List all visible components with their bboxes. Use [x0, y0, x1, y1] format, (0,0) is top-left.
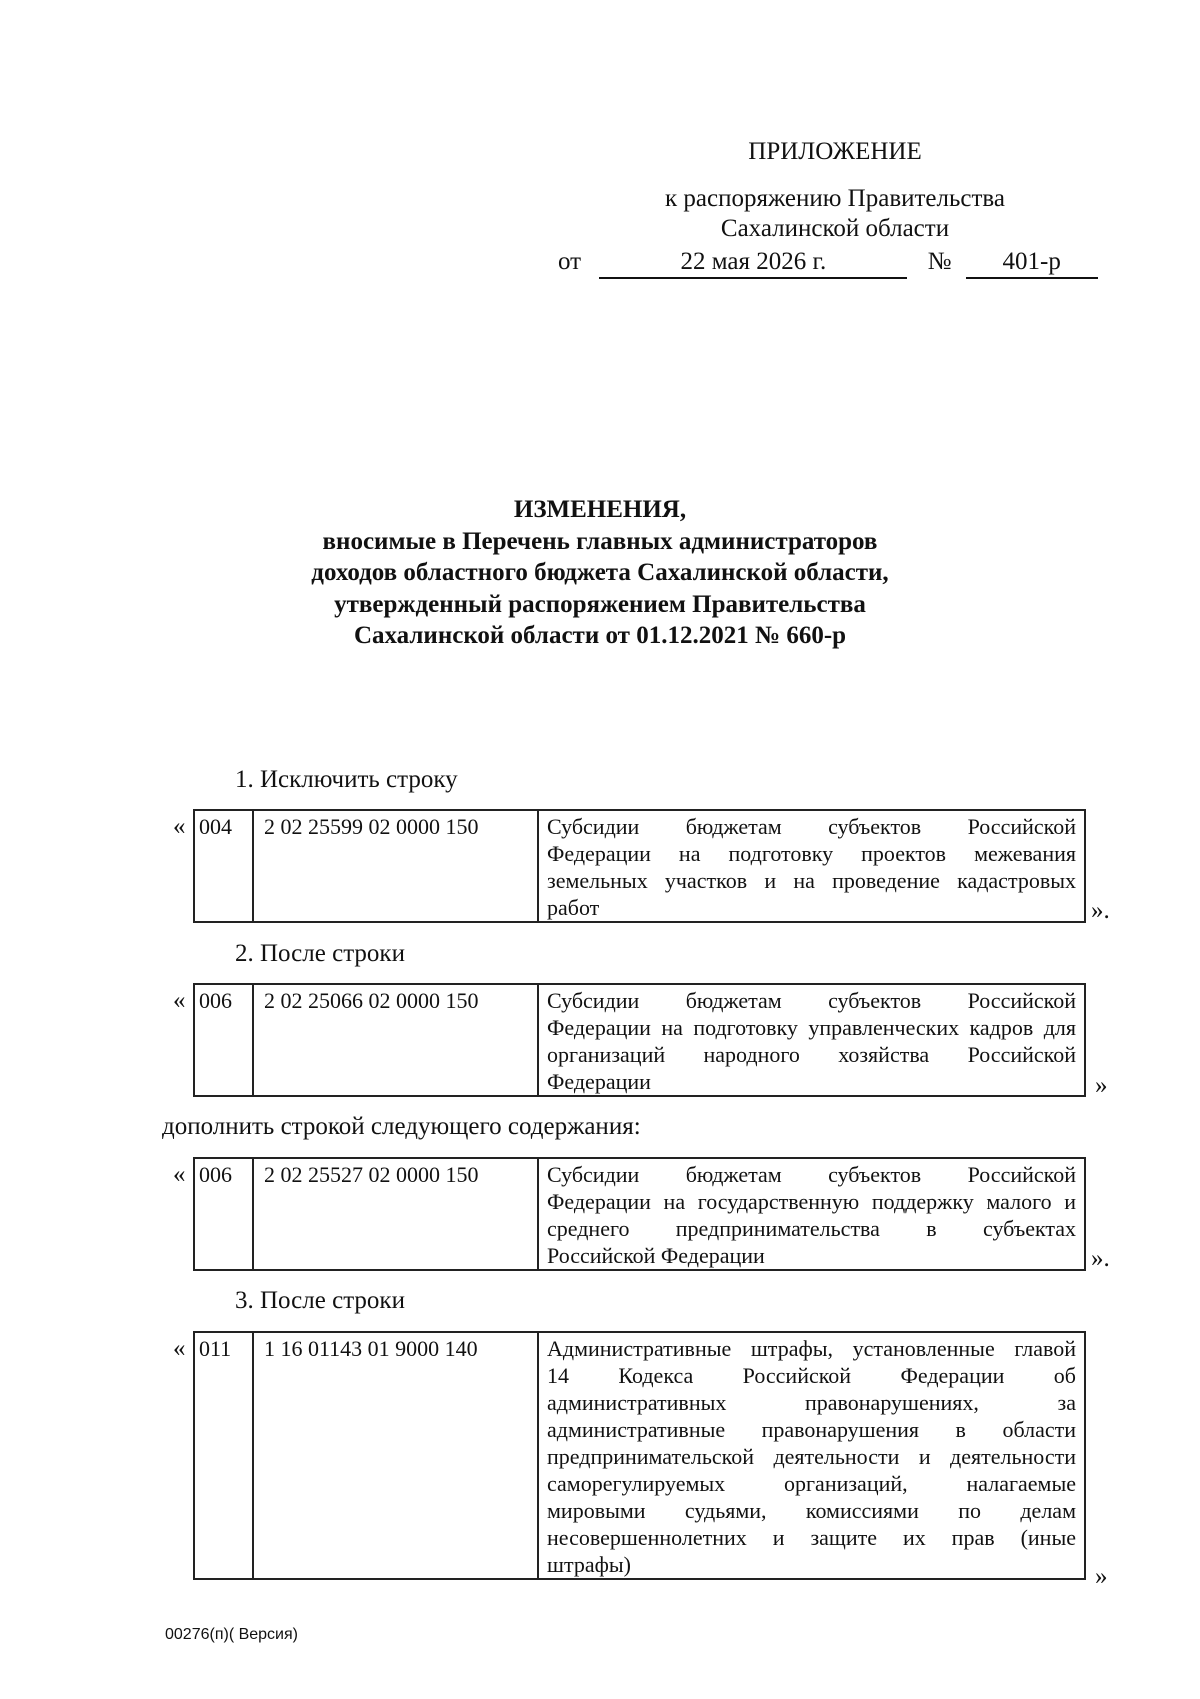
- open-quote-1: «: [173, 813, 186, 840]
- admin-code: 004: [194, 810, 253, 922]
- admin-code: 006: [194, 1158, 253, 1270]
- desc-line: 14 Кодекса Российской Федерации об: [547, 1363, 1076, 1388]
- order-number: 401-р: [966, 247, 1098, 279]
- admin-code: 011: [194, 1332, 253, 1579]
- number-label: №: [927, 248, 952, 275]
- desc-line: организаций народного хозяйства Российской: [547, 1042, 1076, 1067]
- desc-line: саморегулируемых организаций, налагаемые: [547, 1471, 1076, 1496]
- desc-line: Федерации на подготовку управленческих кадров для: [547, 1015, 1076, 1040]
- desc-line: Субсидии бюджетам субъектов Российской: [547, 1162, 1076, 1187]
- title-line-4: утвержденный распоряжением Правительства: [334, 590, 866, 618]
- section-1-heading: 1. Исключить строку: [235, 766, 458, 793]
- revenue-description: [538, 1158, 1085, 1270]
- desc-line: Субсидии бюджетам субъектов Российской: [547, 988, 1076, 1013]
- table-row-1: [193, 809, 1086, 923]
- desc-line: административные правонарушения в области: [547, 1417, 1076, 1442]
- appendix-line-2: Сахалинской области: [720, 215, 950, 242]
- revenue-description: [538, 1332, 1085, 1579]
- add-row-instruction: дополнить строкой следующего содержания:: [162, 1113, 641, 1140]
- desc-line: Административные штрафы, установленные главой: [547, 1336, 1076, 1361]
- order-date: 22 мая 2026 г.: [599, 247, 907, 279]
- desc-line: Федерации на государственную поддержку малого и: [547, 1189, 1076, 1214]
- revenue-description: [538, 984, 1085, 1096]
- appendix-heading: ПРИЛОЖЕНИЕ: [748, 138, 922, 165]
- open-quote-4: «: [173, 1335, 186, 1362]
- admin-code: 006: [194, 984, 253, 1096]
- close-quote-3: ».: [1091, 1245, 1110, 1272]
- table-row-4: [193, 1331, 1086, 1580]
- title-line-2: вносимые в Перечень главных администраторов: [322, 527, 878, 555]
- title-line-1: ИЗМЕНЕНИЯ,: [513, 496, 687, 523]
- revenue-code: 2 02 25527 02 0000 150: [253, 1158, 538, 1270]
- desc-line: административных правонарушениях, за: [547, 1390, 1076, 1415]
- table-row-3: [193, 1157, 1086, 1271]
- desc-line: штрафы): [547, 1552, 631, 1577]
- from-label: от: [558, 248, 582, 275]
- revenue-code: 2 02 25066 02 0000 150: [253, 984, 538, 1096]
- close-quote-2: »: [1095, 1072, 1108, 1099]
- desc-line: предпринимательской деятельности и деятельности: [547, 1444, 1076, 1469]
- document-title: [180, 494, 1020, 652]
- section-3-heading: 3. После строки: [235, 1287, 405, 1314]
- desc-line: работ: [547, 895, 600, 920]
- revenue-code: 1 16 01143 01 9000 140: [253, 1332, 538, 1579]
- title-line-5: Сахалинской области от 01.12.2021 № 660-р: [353, 622, 847, 649]
- appendix-line-1: к распоряжению Правительства: [664, 185, 1005, 212]
- desc-line: Федерации на подготовку проектов межевания: [547, 841, 1076, 866]
- order-reference: [558, 247, 1118, 279]
- title-line-3: доходов областного бюджета Сахалинской области,: [311, 559, 889, 586]
- revenue-code: 2 02 25599 02 0000 150: [253, 810, 538, 922]
- close-quote-4: »: [1095, 1563, 1108, 1590]
- open-quote-2: «: [173, 987, 186, 1014]
- open-quote-3: «: [173, 1161, 186, 1188]
- desc-line: несовершеннолетних и защите их прав (иные: [547, 1525, 1076, 1550]
- desc-line: Субсидии бюджетам субъектов Российской: [547, 814, 1076, 839]
- section-2-heading: 2. После строки: [235, 940, 405, 967]
- desc-line: среднего предпринимательства в субъектах: [547, 1216, 1076, 1241]
- desc-line: Российской Федерации: [547, 1243, 765, 1268]
- close-quote-1: ».: [1091, 897, 1110, 924]
- revenue-description: [538, 810, 1085, 922]
- desc-line: земельных участков и на проведение кадастровых: [547, 868, 1076, 893]
- desc-line: Федерации: [547, 1069, 651, 1094]
- desc-line: мировыми судьями, комиссиями по делам: [547, 1498, 1076, 1523]
- document-code-footer: 00276(п)( Версия): [165, 1626, 298, 1643]
- table-row-2: [193, 983, 1086, 1097]
